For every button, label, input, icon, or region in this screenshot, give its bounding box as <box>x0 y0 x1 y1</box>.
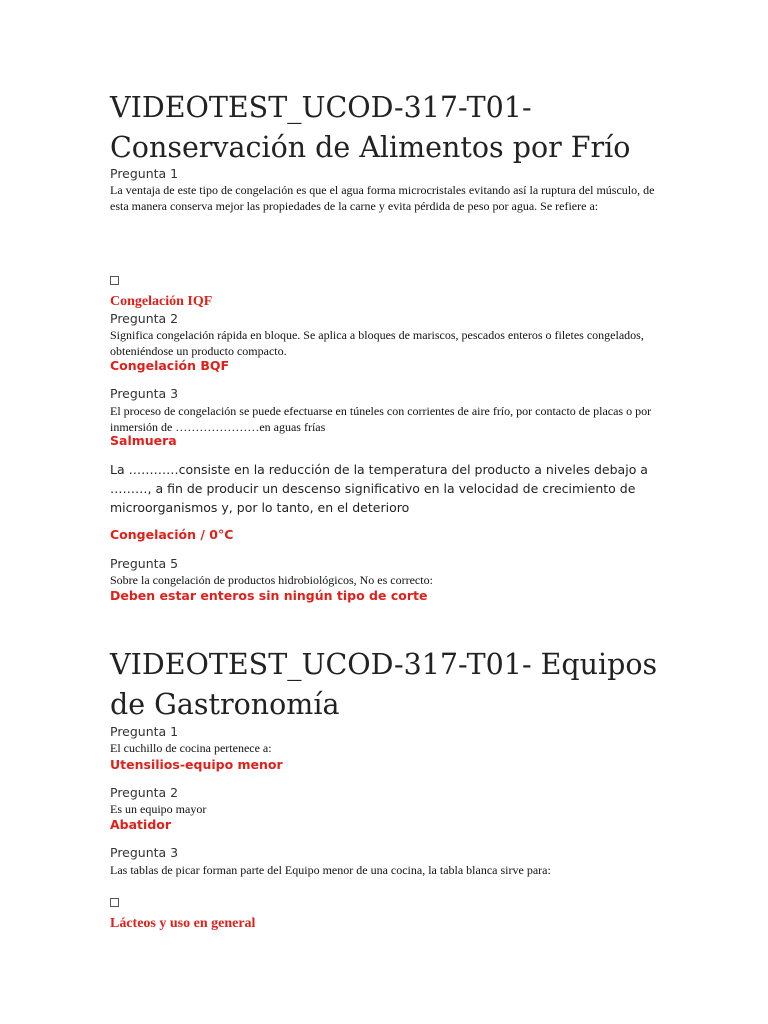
s2-q2-answer: Abatidor <box>110 817 172 832</box>
s1-q2-text: Significa congelación rápida en bloque. Se aplica a bloques de mariscos, pescados enteros o filetes congelados, obteniéndose un producto compacto. <box>110 328 644 358</box>
s1-q1-answer: Congelación IQF <box>110 294 213 309</box>
s2-q2-text: Es un equipo mayor <box>110 802 207 816</box>
s1-q5-label: Pregunta 5 <box>110 556 179 571</box>
s2-q3-label: Pregunta 3 <box>110 845 179 860</box>
s1-q2-label: Pregunta 2 <box>110 311 179 326</box>
s1-q1-label: Pregunta 1 <box>110 166 179 181</box>
s1-q5-answer: Deben estar enteros sin ningún tipo de corte <box>110 588 428 603</box>
s2-q3-answer: Lácteos y uso en general <box>110 916 256 931</box>
s1-q3-label: Pregunta 3 <box>110 386 179 401</box>
s2-q1-text: El cuchillo de cocina pertenece a: <box>110 741 272 755</box>
section2-title: VIDEOTEST_UCOD-317-T01- Equipos de Gastronomía <box>110 648 658 721</box>
s1-q4-answer: Congelación / 0°C <box>110 527 234 542</box>
s1-q3-text: El proceso de congelación se puede efectuarse en túneles con corrientes de aire frío, por contacto de placas o por inmersión de …………………en aguas frías <box>110 404 652 434</box>
s2-q1-label: Pregunta 1 <box>110 724 179 739</box>
s1-q5-text: Sobre la congelación de productos hidrobiológicos, No es correcto: <box>110 573 433 587</box>
section1-title: VIDEOTEST_UCOD-317-T01- Conservación de Alimentos por Frío <box>110 91 631 164</box>
s1-q3-answer: Salmuera <box>110 433 177 448</box>
s2-q3-checkbox[interactable] <box>110 898 119 907</box>
s1-q1-checkbox[interactable] <box>110 276 119 285</box>
s2-q2-label: Pregunta 2 <box>110 785 179 800</box>
s2-q1-answer: Utensilios-equipo menor <box>110 757 283 772</box>
s1-q4-text: La …………consiste en la reducción de la temperatura del producto a niveles debajo a ………, a fin de producir un descenso significativo en la velocidad de crecimiento de microorganismos y, por lo tanto, en el deterioro <box>110 462 648 515</box>
s1-q2-answer: Congelación BQF <box>110 358 230 373</box>
s1-q1-text: La ventaja de este tipo de congelación es que el agua forma microcristales evitando así la ruptura del músculo, de esta manera conserva mejor las propiedades de la carne y evita pérdida de peso por agua. Se refiere a: <box>110 183 655 213</box>
s2-q3-text: Las tablas de picar forman parte del Equipo menor de una cocina, la tabla blanca sirve para: <box>110 863 551 877</box>
